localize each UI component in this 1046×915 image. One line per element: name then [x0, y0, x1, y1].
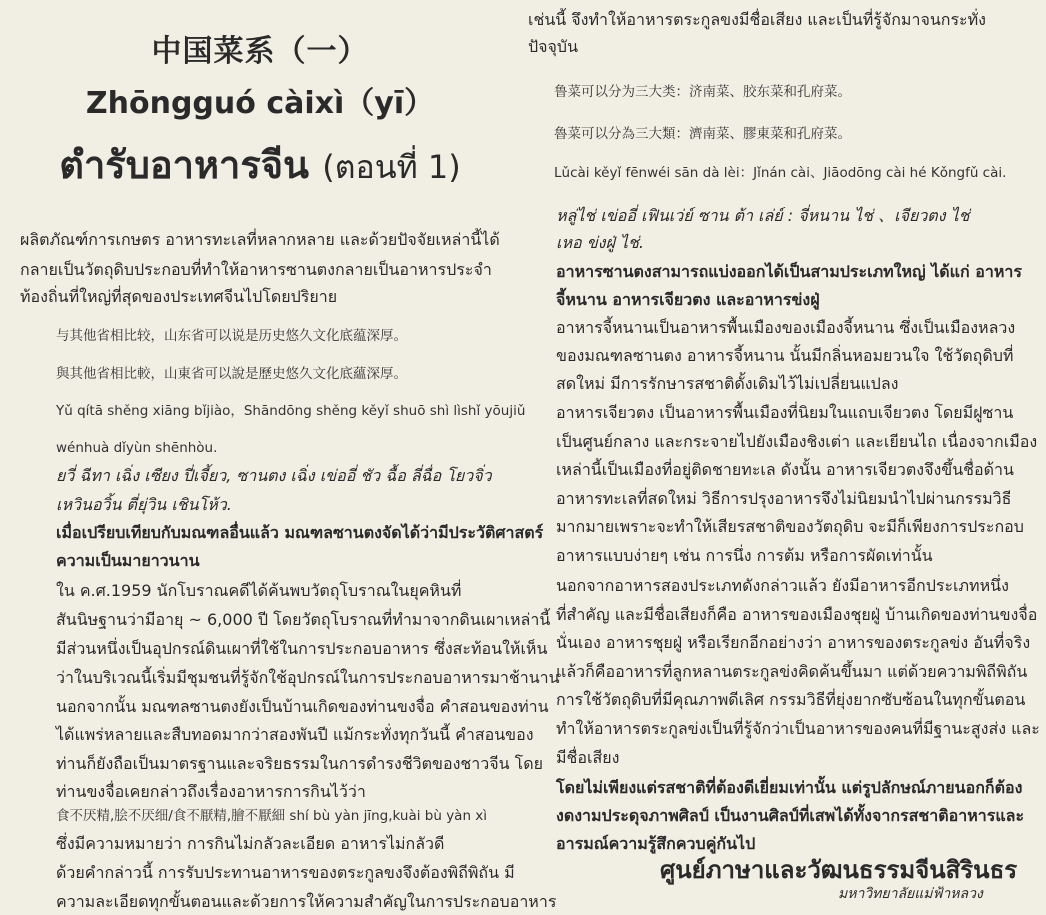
left-line: นอกจากนั้น มณฑลซานตงยังเป็นบ้านเกิดของท่านขงจื่อ คำสอนของท่าน: [56, 697, 549, 716]
left-line: ด้วยคำกล่าวนี้ การรับประทานอาหารของตระกูลขงจึงต้องพิถีพิถัน มี: [56, 863, 515, 882]
right-line: แล้วก็คืออาหารที่ลูกหลานตระกูลข่งคิดค้นขึ้นมา แต่ด้วยความพิถีพิถัน: [556, 662, 1028, 681]
right-line: เช่นนี้ จึงทำให้อาหารตระกูลขงมีชื่อเสียง และเป็นที่รู้จักมาจนกระทั่ง: [528, 10, 986, 29]
right-line: นอกจากอาหารสองประเภทดังกล่าวแล้ว ยังมีอาหารอีกประเภทหนึ่ง: [556, 576, 1009, 595]
right-line: โดยไม่เพียงแต่รสชาติที่ต้องดีเยี่ยมเท่านั้น แต่รูปลักษณ์ภายนอกก็ต้อง: [556, 778, 1023, 797]
title-thai-sub: (ตอนที่ 1): [322, 148, 461, 186]
right-line: 魯菜可以分為三大類：濟南菜、膠東菜和孔府菜。: [554, 126, 851, 142]
right-line: งดงามประดุจภาพศิลป์ เป็นงานศิลป์ที่เสพได้ทั้งจากรสชาติอาหารและ: [556, 806, 1025, 825]
right-line: เป็นศูนย์กลาง และกระจายไปยังเมืองชิงเต่า และเยียนไถ เนื่องจากเมือง: [556, 432, 1038, 451]
left-line: สันนิษฐานว่ามีอายุ ~ 6,000 ปี โดยวัตถุโบราณที่ทำมาจากดินเผาเหล่านี้: [56, 610, 551, 629]
left-line: ความเป็นมายาวนาน: [56, 551, 200, 570]
right-line: มีชื่อเสียง: [556, 748, 620, 767]
left-line: ว่าในบริเวณนี้เริ่มมีชุมชนที่รู้จักใช้อุปกรณ์ในการประกอบอาหารมาช้านาน: [56, 668, 560, 687]
signature-university: มหาวิทยาลัยแม่ฟ้าหลวง: [838, 886, 983, 902]
right-line: 鲁菜可以分为三大类：济南菜、胶东菜和孔府菜。: [554, 84, 851, 100]
right-line: ทำให้อาหารตระกูลข่งเป็นที่รู้จักว่าเป็นอาหารของคนที่มีฐานะสูงส่ง และ: [556, 719, 1040, 738]
left-line: เหวินอวิ้น ตี่ยุ่วิน เชินโห้ว.: [56, 495, 232, 514]
right-line: หลู่ไช่ เข่ออี่ เฟินเว่ย์ ซาน ต้า เล่ย์ : จี่หนาน ไช่ 、เจียวตง ไช่: [556, 206, 970, 225]
right-line: ของมณฑลซานตง อาหารจี้หนาน นั้นมีกลิ่นหอมยวนใจ ใช้วัตถุดิบที่: [556, 346, 1014, 365]
right-line: จี้หนาน อาหารเจียวตง และอาหารข่งฝู่: [556, 290, 820, 309]
left-line: Yǔ qítā shěng xiāng bǐjiào，Shāndōng shěng kěyǐ shuō shì lìshǐ yōujiǔ: [56, 403, 526, 419]
right-line: การใช้วัตถุดิบที่มีคุณภาพดีเลิศ กรรมวิธีที่ยุ่งยากซับซ้อนในทุกขั้นตอน: [556, 690, 1026, 709]
right-line: มากมายเพราะจะทำให้เสียรสชาติของวัตถุดิบ จะมีก็เพียงการประกอบ: [556, 517, 1024, 536]
left-line: กลายเป็นวัตถุดิบประกอบที่ทำให้อาหารซานตงกลายเป็นอาหารประจำ: [20, 260, 492, 279]
right-line: อาหารจี้หนานเป็นอาหารพื้นเมืองของเมืองจี้หนาน ซึ่งเป็นเมืองหลวง: [556, 318, 1016, 337]
left-line: 與其他省相比較，山東省可以說是歷史悠久文化底蘊深厚。: [56, 366, 407, 382]
left-line: ความละเอียดทุกขั้นตอนและด้วยการให้ความสำคัญในการประกอบอาหาร: [56, 892, 557, 911]
left-line: ได้แพร่หลายและสืบทอดมากว่าสองพันปี แม้กระทั่งทุกวันนี้ คำสอนของ: [56, 725, 534, 744]
left-line: ใน ค.ศ.1959 นักโบราณคดีได้ค้นพบวัตถุโบราณในยุคหินที่: [56, 581, 462, 600]
right-line: เหอ ข่งฝู่ ไช่.: [556, 233, 644, 252]
right-line: เหล่านี้เป็นเมืองที่อยู่ติดชายทะเล ดังนั้น อาหารเจียวตงจึงขึ้นชื่อด้าน: [556, 460, 1014, 479]
title-thai: [0, 134, 520, 195]
right-line: Lǔcài kěyǐ fēnwéi sān dà lèi：Jǐnán cài、Jiāodōng cài hé Kǒngfǔ cài.: [554, 165, 1007, 181]
right-line: สดใหม่ มีการรักษารสชาติดั้งเดิมไว้ไม่เปลี่ยนแปลง: [556, 374, 899, 393]
left-line: ซึ่งมีความหมายว่า การกินไม่กลัวละเอียด อาหารไม่กลัวดี: [56, 834, 445, 853]
left-line: มีส่วนหนึ่งเป็นอุปกรณ์ดินเผาที่ใช้ในการประกอบอาหาร ซึ่งสะท้อนให้เห็น: [56, 639, 548, 658]
title-chinese: 中国菜系（一）: [151, 34, 369, 69]
title-thai-main: ตำรับอาหารจีน: [59, 143, 310, 187]
right-line: ปัจจุบัน: [528, 37, 578, 56]
left-line: 与其他省相比较，山东省可以说是历史悠久文化底蕴深厚。: [56, 328, 407, 344]
left-line: เมื่อเปรียบเทียบกับมณฑลอื่นแล้ว มณฑลซานตงจัดได้ว่ามีประวัติศาสตร์: [56, 523, 544, 542]
left-line: 食不厌精,脍不厌细/食不厭精,膾不厭細 shí bù yàn jīng,kuài bù yàn xì: [56, 808, 488, 824]
title-pinyin: Zhōngguó càixì（yī）: [85, 86, 435, 121]
left-line: ท่านก็ยังถือเป็นมาตรฐานและจริยธรรมในการดำรงชีวิตของชาวจีน โดย: [56, 754, 543, 773]
right-line: อารมณ์ความรู้สึกควบคู่กันไป: [556, 834, 756, 853]
left-line: ยวี่ ฉีทา เฉิ่ง เซียง ปี่เจี้ยว, ซานตง เฉิ่ง เข่ออี่ ชัว ฉื้อ ลี่ฉื่อ โยวจิ่ว: [56, 466, 492, 485]
right-line: อาหารซานตงสามารถแบ่งออกได้เป็นสามประเภทใหญ่ ได้แก่ อาหาร: [556, 262, 1022, 281]
right-line: อาหารทะเลที่สดใหม่ วิธีการปรุงอาหารจึงไม่นิยมนำไปผ่านกรรมวิธี: [556, 489, 1012, 508]
right-line: อาหารเจียวตง เป็นอาหารพื้นเมืองที่นิยมในแถบเจียวตง โดยมีฝูซาน: [556, 403, 1014, 422]
right-line: นั่นเอง อาหารชุยฝู่ หรือเรียกอีกอย่างว่า อาหารของตระกูลข่ง อันที่จริง: [556, 633, 1031, 652]
left-line: ผลิตภัณฑ์การเกษตร อาหารทะเลที่หลากหลาย และด้วยปัจจัยเหล่านี้ได้: [20, 230, 500, 249]
signature-organization: ศูนย์ภาษาและวัฒนธรรมจีนสิรินธร: [660, 856, 1018, 884]
left-line: wénhuà dǐyùn shēnhòu.: [56, 440, 218, 456]
right-line: อาหารแบบง่ายๆ เช่น การนึ่ง การต้ม หรือการผัดเท่านั้น: [556, 546, 933, 565]
left-line: ท่านขงจื่อเคยกล่าวถึงเรื่องอาหารการกินไว้ว่า: [56, 782, 366, 801]
left-line: ท้องถิ่นที่ใหญ่ที่สุดของประเทศจีนไปโดยปริยาย: [20, 287, 338, 306]
right-line: ที่สำคัญ และมีชื่อเสียงก็คือ อาหารของเมืองชุยฝู่ บ้านเกิดของท่านขงจื่อ: [556, 605, 1038, 624]
